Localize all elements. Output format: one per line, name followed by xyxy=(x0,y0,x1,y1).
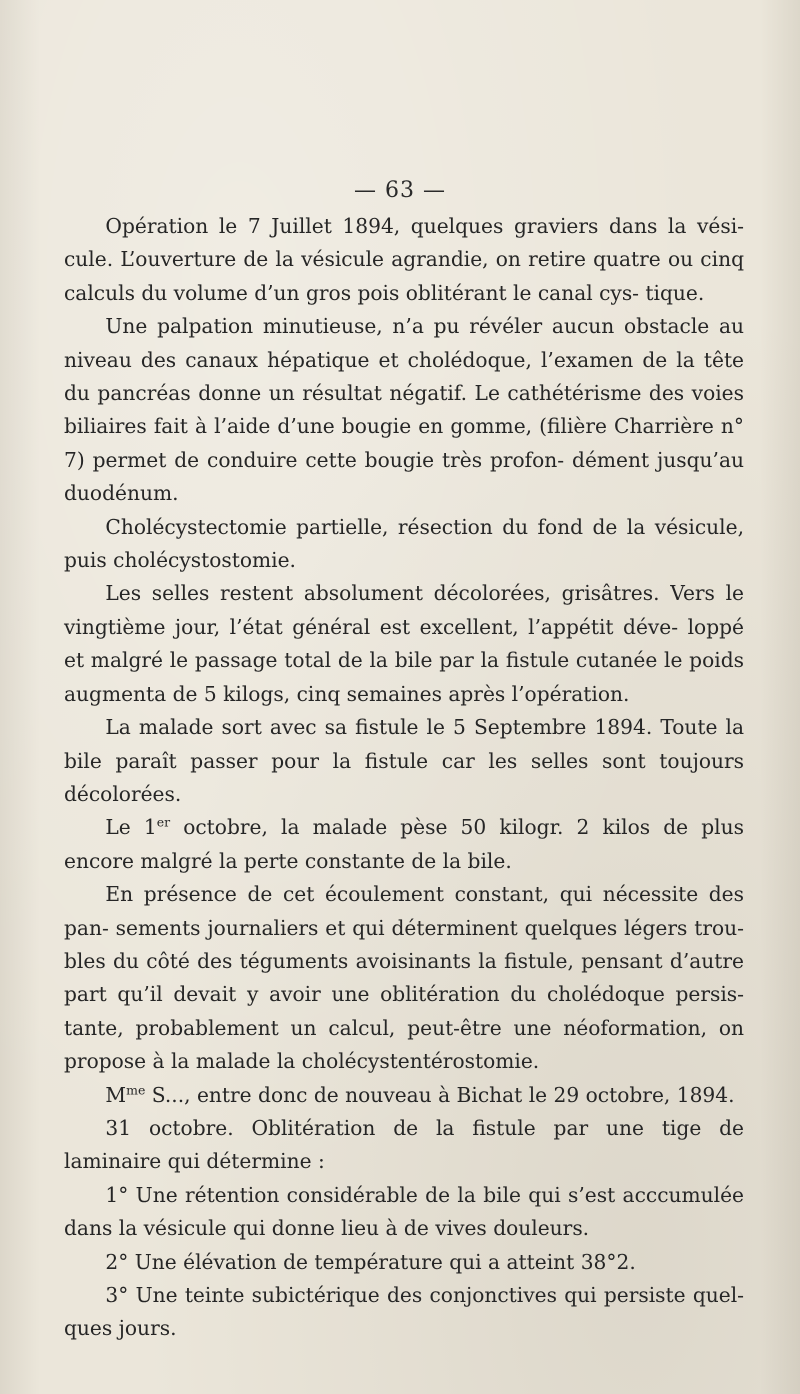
paragraph: La malade sort avec sa fistule le 5 Septembre 1894. Toute la bile paraît passer pour la fistule car les selles sont toujours décolorées. xyxy=(64,715,744,806)
paragraph-text: octobre, la malade pèse 50 kilogr. 2 kilos de plus encore malgré la perte constante de la bile. xyxy=(64,815,744,873)
paragraph-text: S..., entre donc de nouveau à Bichat le 29 octobre, 1894. xyxy=(145,1082,735,1107)
paragraph: Une palpation minutieuse, n’a pu révéler aucun obstacle au niveau des canaux hépatique et cholédoque, l’examen de la tête du pancréas donne un résultat négatif. Le cathétérisme des voies biliaires fait à l’aide d’une bougie en gomme, (filière Charrière n° 7) permet de conduire cette bougie très profon- dément jusqu’au duodénum. xyxy=(64,314,744,506)
superscript: me xyxy=(126,1081,146,1097)
paragraph: En présence de cet écoulement constant, qui nécessite des pan- sements journaliers et qui déterminent quelques légers trou- bles du côté des téguments avoisinants la fistule, pensant d’autre part qu’il devait y avoir une oblitération du cholédoque persis- tante, probablement un calcul, peut-être une néoformation, on propose à la malade la cholécystentérostomie. xyxy=(64,882,744,1074)
paragraph xyxy=(64,811,744,878)
paragraph: Opération le 7 Juillet 1894, quelques graviers dans la vési- cule. L’ouverture de la vésicule agrandie, on retire quatre ou cinq calculs du volume d’un gros pois oblitérant le canal cys- tique. xyxy=(64,214,744,305)
paragraph xyxy=(64,1079,744,1112)
paragraph-text: Le 1 xyxy=(105,815,157,840)
superscript: er xyxy=(156,814,171,830)
paragraph: 3° Une teinte subictérique des conjonctives qui persiste quel- ques jours. xyxy=(64,1283,744,1341)
paragraph: Cholécystectomie partielle, résection du fond de la vésicule, puis cholécystostomie. xyxy=(64,514,744,573)
paragraph: 31 octobre. Oblitération de la fistule par une tige de laminaire qui détermine : xyxy=(64,1115,744,1174)
paragraph: 1° Une rétention considérable de la bile qui s’est acccumulée dans la vésicule qui donne lieu à de vives douleurs. xyxy=(64,1182,744,1241)
page-number: — 63 — xyxy=(354,178,446,203)
paragraph: Les selles restent absolument décolorées, grisâtres. Vers le vingtième jour, l’état général est excellent, l’appétit déve- loppé et malgré le passage total de la bile par la fistule cutanée le poids augmenta de 5 kilogs, cinq semaines après l’opération. xyxy=(64,581,744,706)
paragraph-text: M xyxy=(105,1082,127,1107)
paragraph: 2° Une élévation de température qui a atteint 38°2. xyxy=(105,1249,636,1274)
body-text xyxy=(64,210,744,1346)
